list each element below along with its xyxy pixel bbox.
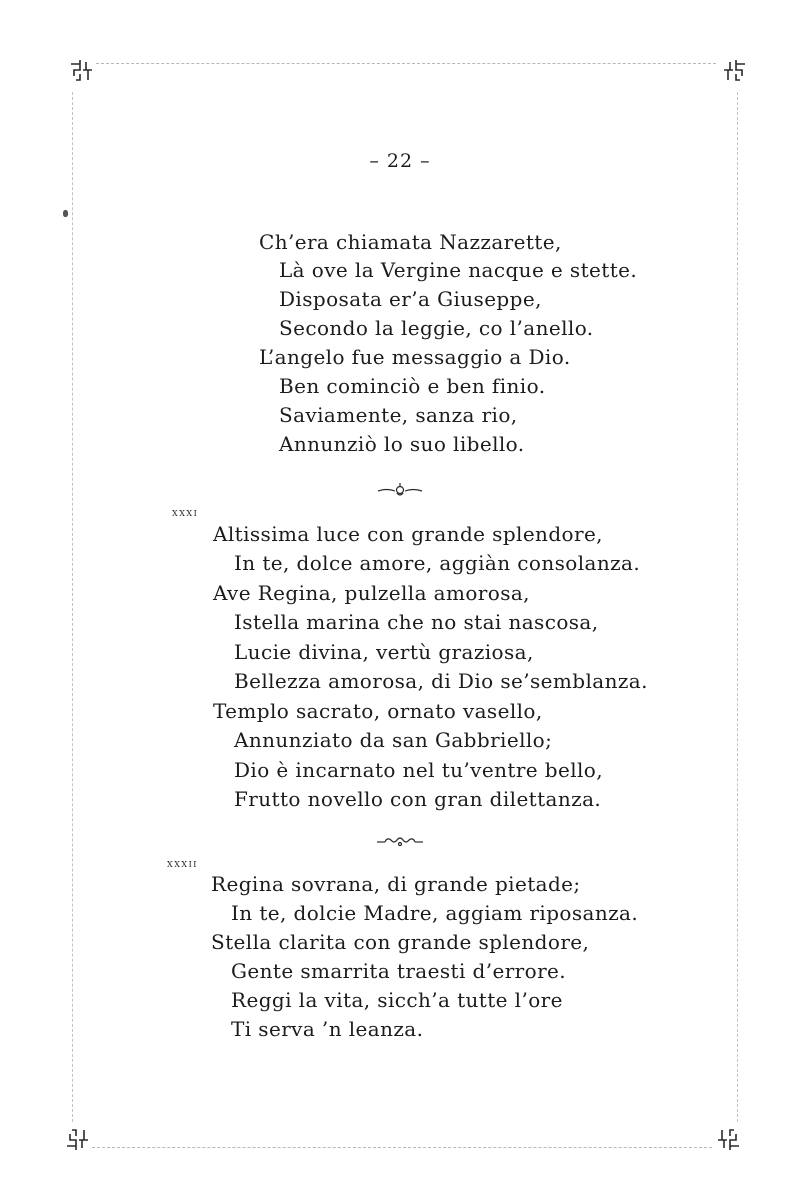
verse-line: Bellezza amorosa, di Dio se’semblanza. (234, 669, 648, 693)
top-rule (96, 63, 716, 64)
page-number: – 22 – (369, 150, 431, 172)
verse-line: Frutto novello con gran dilettanza. (234, 787, 602, 811)
verse-line: Dio è incarnato nel tu’ventre bello, (234, 758, 604, 782)
verse-line: Ti serva ’n leanza. (231, 1017, 424, 1041)
stanza-numeral: xxxii (167, 857, 198, 870)
verse-line: Ave Regina, pulzella amorosa, (213, 581, 530, 605)
stanza-numeral: xxxi (172, 506, 199, 519)
bottom-rule (92, 1147, 712, 1148)
verse-line: In te, dolcie Madre, aggiam riposanza. (231, 901, 639, 925)
verse-line: Istella marina che no stai nascosa, (234, 610, 599, 634)
verse-line: Ch’era chiamata Nazzarette, (259, 230, 562, 254)
verse-line: L’angelo fue messaggio a Dio. (259, 345, 571, 369)
verse-line: Reggi la vita, sicch’a tutte l’ore (231, 988, 563, 1012)
corner-ornament-icon (722, 58, 748, 84)
fleuron-divider-icon (375, 482, 425, 498)
left-rule (72, 92, 73, 1122)
verse-line: Disposata er’a Giuseppe, (279, 287, 542, 311)
corner-ornament-icon (68, 58, 94, 84)
corner-ornament-icon (716, 1126, 742, 1152)
verse-line: Ben cominciò e ben finio. (279, 374, 546, 398)
right-rule (737, 92, 738, 1122)
fleuron-divider-icon (375, 834, 425, 850)
verse-line: In te, dolce amore, aggiàn consolanza. (234, 551, 641, 575)
verse-line: Saviamente, sanza rio, (279, 403, 518, 427)
verse-line: Regina sovrana, di grande pietade; (211, 872, 581, 896)
verse-line: Annunziato da san Gabbriello; (234, 728, 553, 752)
verse-line: Templo sacrato, ornato vasello, (213, 699, 543, 723)
verse-line: Stella clarita con grande splendore, (211, 930, 590, 954)
verse-line: Lucie divina, vertù graziosa, (234, 640, 534, 664)
verse-line: Altissima luce con grande splendore, (213, 522, 603, 546)
verse-line: Secondo la leggie, co l’anello. (279, 316, 594, 340)
verse-line: Gente smarrita traesti d’errore. (231, 959, 567, 983)
corner-ornament-icon (64, 1126, 90, 1152)
ink-speck (63, 210, 68, 217)
verse-line: Annunziò lo suo libello. (279, 432, 525, 456)
verse-line: Là ove la Vergine nacque e stette. (279, 258, 638, 282)
